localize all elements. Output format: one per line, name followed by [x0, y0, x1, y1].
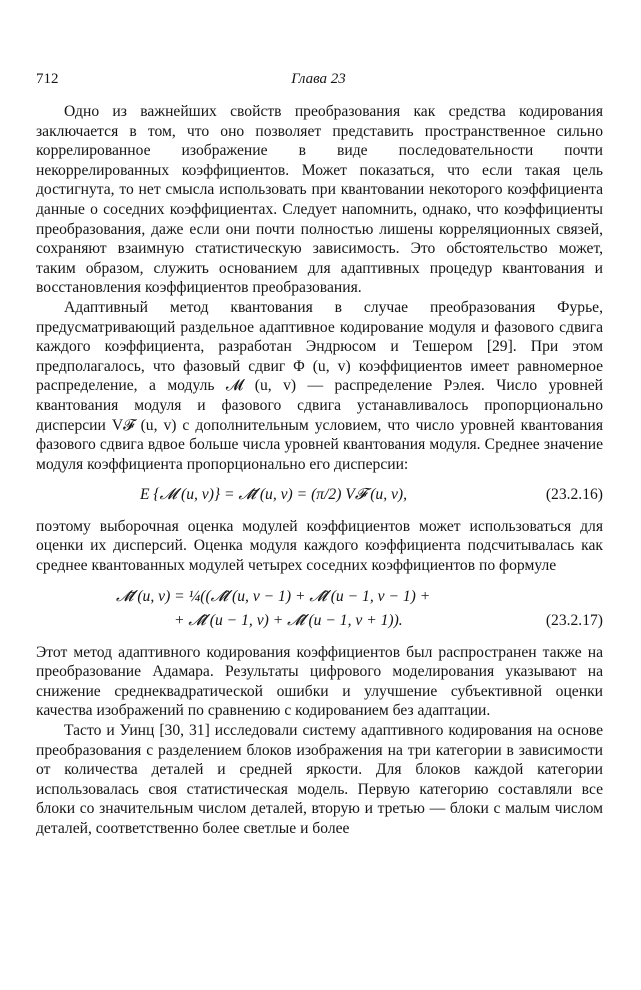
equation-23-2-17-number: (23.2.17) [545, 611, 603, 629]
equation-23-2-16 [36, 485, 603, 505]
paragraph-4: Этот метод адаптивного кодирования коэффициентов был распространен также на преобразование Адамара. Результаты цифрового моделирования указывают на снижение среднеквадратической ошибки и улучшение субъективной оценки качества изображений по сравнению с кодированием без адаптации. [36, 643, 603, 720]
paragraph-1: Одно из важнейших свойств преобразования как средства кодирования заключается в том, что оно позволяет представить пространственное сильно коррелированное изображение в виде последовательности почти некоррелированных коэффициентов. Может показаться, что если такая цель достигнута, то нет смысла использовать при квантовании некоторого коэффициента данные о соседних коэффициентах. Следует напомнить, однако, что коэффициенты преобразования, даже если они почти полностью лишены корреляционных связей, сохраняют взаимную статистическую зависимость. Это обстоятельство может, таким образом, служить основанием для адаптивных процедур квантования и восстановления коэффициентов преобразования. [36, 103, 603, 297]
chapter-title: Глава 23 [291, 71, 346, 87]
page-body [36, 102, 603, 839]
paragraph-3: поэтому выборочная оценка модулей коэффициентов может использоваться для оценки их дисперсий. Оценка модуля каждого коэффициента подсчитывалась как среднее квантованных модулей четырех соседних коэффициентов по формуле [36, 517, 603, 575]
equation-23-2-16-number: (23.2.16) [545, 486, 603, 504]
paragraph-5: Тасто и Уинц [30, 31] исследовали систему адаптивного кодирования на основе преобразования с разделением блоков изображения на три категории в зависимости от количества деталей и средней яркости. Для блоков каждой категории использовалась своя статистическая модель. Первую категорию составляли все блоки со значительным числом деталей, вторую и третью — блоки с малым числом деталей, соответственно более светлые и более [36, 722, 603, 837]
equation-23-2-17-line-1: 𝓜̄ (u, v) = ¼((𝓜̂ (u, v − 1) + 𝓜̂ (u − 1, v − 1) + [116, 587, 431, 605]
equation-23-2-17 [36, 587, 603, 631]
paragraph-2: Адаптивный метод квантования в случае преобразования Фурье, предусматривающий раздельное адаптивное кодирование модуля и фазового сдвига каждого коэффициента, разработан Эндрюсом и Тешером [29]. При этом предполагалось, что фазовый сдвиг Φ (u, v) коэффициентов имеет равномерное распределение, а модуль 𝓜 (u, v) — распределение Рэлея. Число уровней квантования модуля и фазового сдвига устанавливалось пропорционально дисперсии V𝓕 (u, v) с дополнительным условием, что число уровней квантования фазового сдвига вдвое больше числа уровней квантования модуля. Среднее значение модуля коэффициента пропорционально его дисперсии: [36, 298, 603, 473]
equation-23-2-16-expression: E {𝓜 (u, v)} = 𝓜̄ (u, v) = (π/2) V𝓕 (u, v), [140, 486, 408, 504]
equation-23-2-17-line-2: + 𝓜̂ (u − 1, v) + 𝓜̂ (u − 1, v + 1)). [174, 611, 403, 629]
page-number: 712 [36, 71, 59, 87]
